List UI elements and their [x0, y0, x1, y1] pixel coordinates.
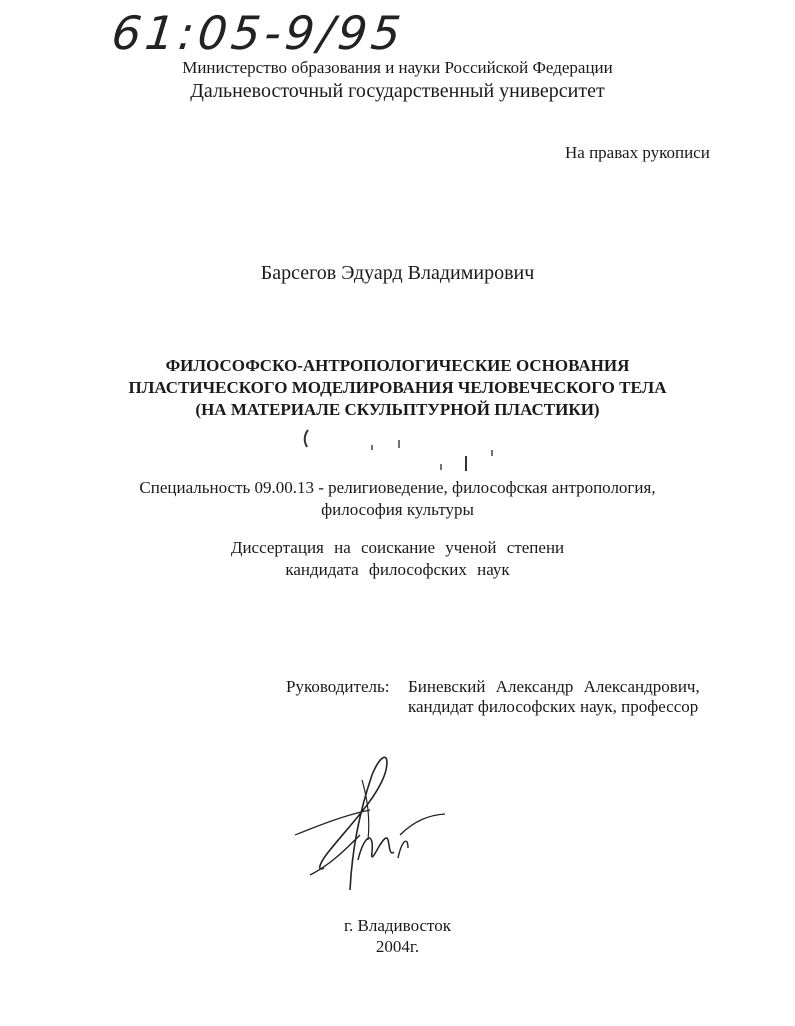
title-line-1: ФИЛОСОФСКО-АНТРОПОЛОГИЧЕСКИЕ ОСНОВАНИЯ — [165, 356, 630, 375]
dissertation-title — [0, 355, 795, 421]
supervisor-title: кандидат философских наук, профессор — [408, 697, 699, 716]
university-name: Дальневосточный государственный университет — [190, 80, 605, 102]
specialty-block — [0, 477, 795, 521]
title-line-3: (НА МАТЕРИАЛЕ СКУЛЬПТУРНОЙ ПЛАСТИКИ) — [195, 400, 600, 419]
degree-block — [0, 537, 795, 581]
title-line-2: ПЛАСТИЧЕСКОГО МОДЕЛИРОВАНИЯ ЧЕЛОВЕЧЕСКОГО ТЕЛА — [128, 378, 667, 397]
handwritten-signature — [290, 740, 450, 900]
ministry-name: Министерство образования и науки Российской Федерации — [182, 58, 613, 77]
degree-line-1: Диссертация на соискание ученой степени — [230, 538, 565, 557]
rights-note: На правах рукописи — [565, 143, 710, 162]
supervisor-name: Биневский Александр Александрович, — [408, 677, 700, 696]
city: г. Владивосток — [343, 916, 451, 935]
specialty-line-2: философия культуры — [321, 500, 474, 519]
author-name: Барсегов Эдуард Владимирович — [260, 262, 535, 284]
supervisor-label: Руководитель: — [286, 677, 390, 696]
handwritten-catalog-number: 61:05-9/95 — [109, 6, 408, 60]
specialty-line-1: Специальность 09.00.13 - религиоведение, философская антропология, — [139, 478, 656, 497]
degree-line-2: кандидата философских наук — [285, 560, 510, 579]
year: 2004г. — [375, 937, 420, 956]
